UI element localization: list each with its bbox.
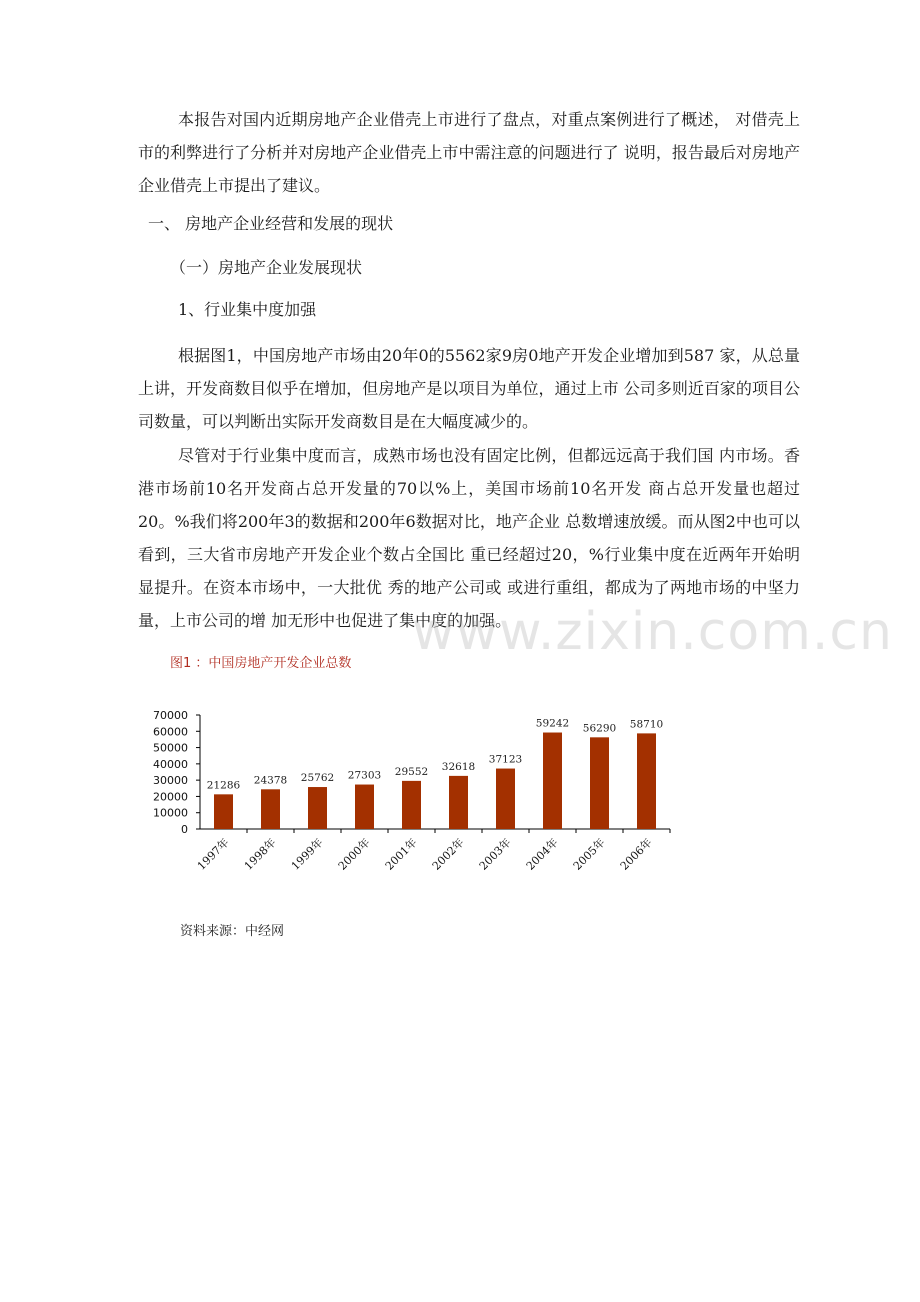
subsection-heading: （一）房地产企业发展现状: [170, 258, 363, 277]
x-tick-label: 2005年: [570, 835, 608, 873]
paragraph-concentration: 尽管对于行业集中度而言，成熟市场也没有固定比例，但都远远高于我们国 内市场。香港市场前10名开发商占总开发量的70以%上，美国市场前10名开发 商占总开发量也超过20。%我们将200年3的数据和200年6数据对比，地产企业 总数增速放缓。而从图2中也可以看到，三大省市房地产开发企业个数占全国比 重已经超过20，%行业集中度在近两年开始明显提升。在资本市场中，一大批优 秀的地产公司或 或进行重组，都成为了两地市场的中坚力量，上市公司的增 加无形中也促进了集中度的加强。: [138, 446, 800, 630]
data-label: 37123: [488, 753, 523, 766]
figure-title: [170, 652, 351, 671]
data-label: 21286: [206, 779, 241, 792]
x-tick-label: 1998年: [241, 835, 279, 873]
data-label: 32618: [441, 760, 476, 773]
bar: [637, 733, 656, 829]
bar: [590, 737, 609, 829]
y-tick-label: 0: [181, 823, 188, 836]
x-tick-label: 1999年: [288, 835, 326, 873]
bar: [308, 787, 327, 829]
y-tick-label: 20000: [153, 790, 188, 804]
y-tick-label: 60000: [153, 725, 188, 739]
bar: [261, 789, 280, 829]
figure-caption: ：中国房地产开发企业总数: [191, 656, 352, 671]
y-tick-label: 30000: [153, 774, 188, 788]
x-tick-label: 2001年: [382, 835, 420, 873]
bar: [543, 733, 562, 829]
x-tick-label: 2006年: [617, 835, 655, 873]
intro-paragraph: 本报告对国内近期房地产企业借壳上市进行了盘点，对重点案例进行了概述， 对借壳上市的利弊进行了分析并对房地产企业借壳上市中需注意的问题进行了 说明，报告最后对房地产企业借壳上市提出了建议。: [138, 110, 800, 195]
data-label: 58710: [629, 718, 664, 731]
x-tick-label: 2000年: [335, 835, 373, 873]
data-label: 27303: [347, 769, 382, 782]
bar: [402, 781, 421, 829]
bar: [214, 794, 233, 829]
figure-source: 资料来源：中经网: [180, 924, 285, 939]
section-heading: 一、 房地产企业经营和发展的现状: [148, 214, 394, 233]
data-label: 56290: [582, 722, 617, 735]
x-tick-label: 2002年: [429, 835, 467, 873]
data-label: 29552: [394, 765, 429, 778]
bar: [355, 785, 374, 829]
y-tick-label: 10000: [153, 806, 188, 820]
bar: [496, 769, 515, 829]
x-tick-label: 2004年: [523, 835, 561, 873]
y-tick-label: 70000: [153, 709, 188, 722]
item-heading: 1、行业集中度加强: [178, 300, 317, 319]
bar-chart: [140, 700, 700, 900]
data-label: 24378: [253, 774, 288, 787]
chart-bars: [207, 718, 663, 829]
x-tick-label: 2003年: [476, 835, 514, 873]
y-tick-label: 50000: [153, 741, 188, 755]
watermark: www.zixin.com.cn: [412, 602, 893, 662]
y-tick-label: 40000: [153, 757, 188, 771]
bar: [449, 776, 468, 829]
data-label: 59242: [535, 717, 570, 730]
figure-label: 图1: [170, 656, 192, 671]
x-tick-label: 1997年: [194, 835, 232, 873]
paragraph-industry-count: 根据图1，中国房地产市场由20年0的5562家9房0地产开发企业增加到587 家，从总量上讲，开发商数目似乎在增加，但房地产是以项目为单位，通过上市 公司多则近百家的项目公司数量，可以判断出实际开发商数目是在大幅度减少的。: [138, 346, 800, 431]
data-label: 25762: [300, 772, 335, 785]
